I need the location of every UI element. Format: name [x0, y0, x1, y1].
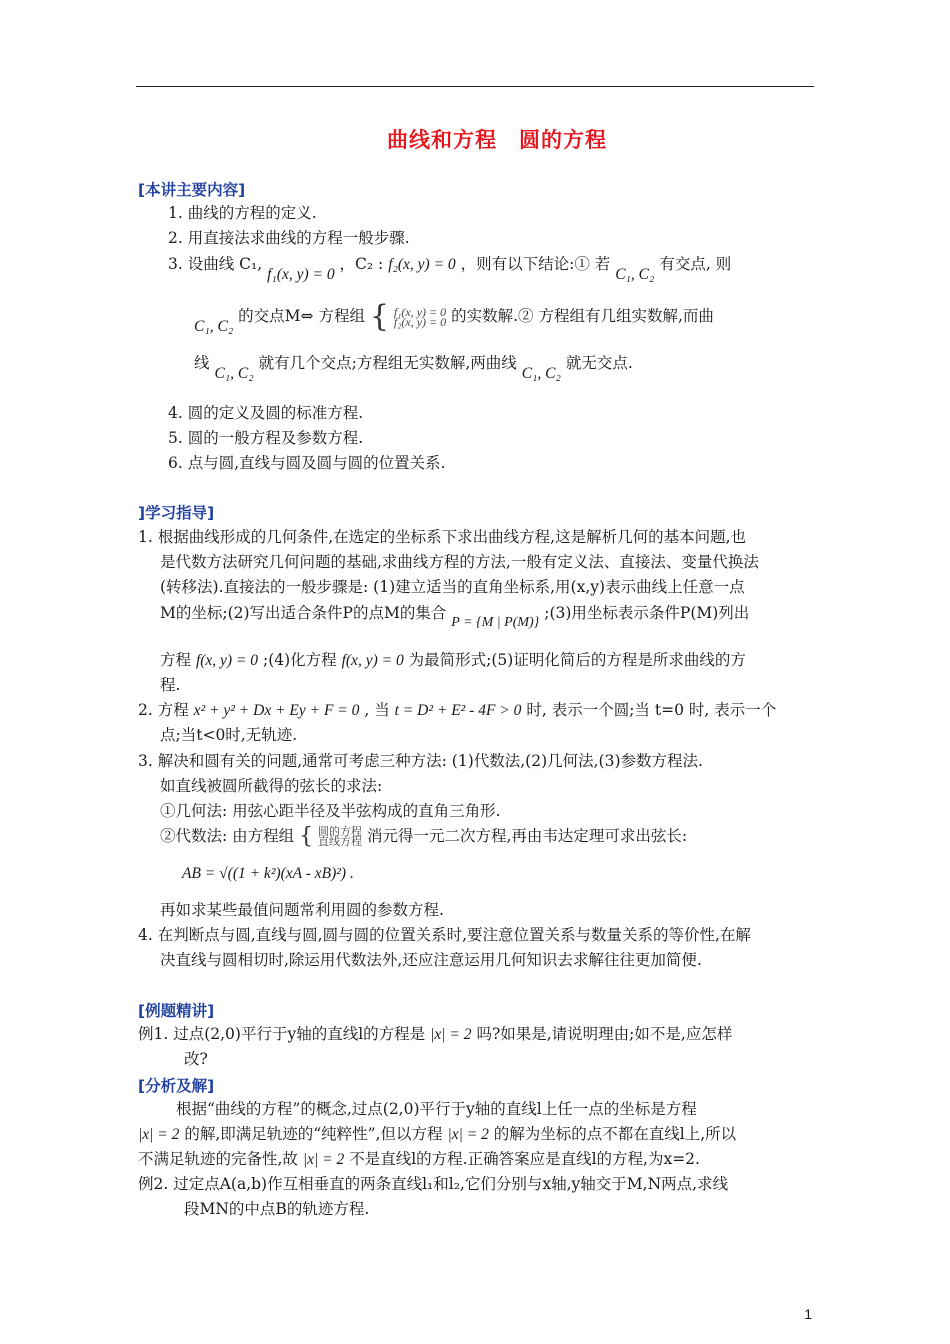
main-item-6: 6. 点与圆,直线与圆及圆与圆的位置关系. [168, 454, 446, 472]
analysis-line-2 [138, 1124, 736, 1145]
item3-system [394, 307, 446, 327]
header-rule [136, 86, 814, 87]
guide-1-text-e: 为最简形式;(5)证明化简后的方程是所求曲线的方 [408, 651, 746, 669]
analysis-abs-a: |x| = 2 [138, 1126, 180, 1143]
guide-3-chord-formula: AB = √((1 + k²)(xA - xB)²) . [182, 865, 354, 882]
guide-2-line-2: 点;当t<0时,无轨迹. [160, 726, 298, 744]
example-1-text-a: 例1. 过点(2,0)平行于y轴的直线l的方程是 [138, 1025, 426, 1043]
main-item-5: 5. 圆的一般方程及参数方程. [168, 429, 364, 447]
item3-text-g: 线 [194, 354, 210, 372]
guide-3-text-b: 消元得一元二次方程,再由韦达定理可求出弦长: [366, 827, 688, 845]
item3-sys-eq2: f₂(x, y) = 0 [393, 315, 447, 329]
item3-text-a: 设曲线 C₁, [187, 255, 268, 273]
guide-2-text-a: 2. 方程 [138, 701, 194, 719]
item3-f1: f₁(x, y) = 0 [267, 266, 335, 283]
guide-3-line-1: 3. 解决和圆有关的问题,通常可考虑三种方法: (1)代数法,(2)几何法,(3)参数方程法. [138, 752, 703, 770]
section-study-guide: ]学习指导] [138, 504, 215, 522]
main-item-3-line-1 [168, 254, 732, 283]
main-item-3-line-2 [194, 299, 714, 335]
guide-2-text-b: , 当 [364, 701, 395, 719]
section-main-content: [本讲主要内容] [138, 181, 246, 199]
main-item-2: 2. 用直接法求曲线的方程一般步骤. [168, 229, 410, 247]
analysis-line-3 [138, 1149, 700, 1170]
item3-c12-a: C₁, C₂ [615, 266, 655, 283]
section-analysis: [分析及解] [138, 1077, 215, 1095]
item3-text-c: ，则有以下结论:① 若 [460, 255, 616, 273]
analysis-text-d: 不是直线l的方程.正确答案应是直线l的方程,为x=2. [349, 1150, 700, 1168]
analysis-line-1: 根据“曲线的方程”的概念,过点(2,0)平行于y轴的直线l上任一点的坐标是方程 [176, 1100, 697, 1118]
guide-1-text-b: ;(3)用坐标表示条件P(M)列出 [544, 604, 750, 622]
guide-3-line-2: 如直线被圆所截得的弦长的求法: [160, 777, 383, 795]
example-2-line-1: 例2. 过定点A(a,b)作互相垂直的两条直线l₁和l₂,它们分别与x轴,y轴交于M,N两点,求线 [138, 1175, 729, 1193]
guide-4-line-2: 决直线与圆相切时,除运用代数法外,还应注意运用几何知识去求解往往更加简便. [160, 951, 702, 969]
item3-text-i: 就无交点. [565, 354, 633, 372]
main-item-1: 1. 曲线的方程的定义. [168, 204, 317, 222]
guide-2-equation: x² + y² + Dx + Ey + F = 0 [193, 702, 360, 719]
analysis-text-a: 的解,即满足轨迹的“纯粹性”,但以方程 [184, 1125, 443, 1143]
item3-sys-eq1: f₁(x, y) = 0 [393, 305, 447, 319]
example-1-line-1 [138, 1024, 732, 1045]
system-brace-icon: { [369, 299, 389, 334]
page-title: 曲线和方程 圆的方程 [387, 128, 607, 152]
analysis-text-b: 的解为坐标的点不都在直线l上,所以 [493, 1125, 737, 1143]
item3-text-e: 的交点M⇔ 方程组 [238, 307, 370, 325]
guide-2-text-c: 时, 表示一个圆;当 t=0 时, 表示一个 [526, 701, 777, 719]
section-examples: [例题精讲] [138, 1002, 215, 1020]
item3-f2: f₂(x, y) = 0 [388, 256, 456, 273]
item3-c12-d: C₁, C₂ [521, 365, 561, 382]
example-1-text-b: 吗?如果是,请说明理由;如不是,应怎样 [476, 1025, 733, 1043]
guide-3-line-6: 再如求某些最值问题常利用圆的参数方程. [160, 901, 444, 919]
analysis-text-c: 不满足轨迹的完备性,故 [138, 1150, 298, 1168]
guide-4-line-1: 4. 在判断点与圆,直线与圆,圆与圆的位置关系时,要注意位置关系与数量关系的等价性,在解 [138, 926, 751, 944]
item3-c12-b: C₁, C₂ [194, 318, 234, 335]
guide-3-text-a: ②代数法: 由方程组 [160, 827, 295, 845]
guide-1-line-3: (转移法).直接法的一般步骤是: (1)建立适当的直角坐标系,用(x,y)表示曲线上任意一点 [160, 578, 745, 596]
analysis-abs-c: |x| = 2 [302, 1151, 345, 1168]
guide-1-set: P = {M | P(M)} [451, 615, 540, 630]
item3-text-h: 就有几个交点;方程组无实数解,两曲线 [258, 354, 517, 372]
item3-text-d: 有交点, 则 [659, 255, 732, 273]
guide-1-text-a: M的坐标;(2)写出适合条件P的点M的集合 [160, 604, 452, 622]
guide-1-line-6: 程. [160, 676, 181, 694]
guide-3-line-3: ①几何法: 用弦心距半径及半弦构成的直角三角形. [160, 802, 501, 820]
guide-3-line-4 [160, 826, 687, 847]
item3-c12-c: C₁, C₂ [214, 365, 254, 382]
main-item-3-line-3 [194, 353, 633, 382]
example-1-abs: |x| = 2 [430, 1026, 472, 1043]
analysis-abs-b: |x| = 2 [447, 1126, 489, 1143]
guide-1-f-a: f(x, y) = 0 [195, 652, 259, 669]
guide-3-system [318, 827, 362, 847]
item3-num: 3. [168, 255, 183, 273]
guide-1-text-c: 方程 [160, 651, 196, 669]
guide-1-text-d: ;(4)化方程 [262, 651, 342, 669]
page-number: 1 [804, 1306, 812, 1322]
system-brace-icon-2: { [299, 824, 314, 849]
guide-3-sys-2: 直线方程 [318, 836, 363, 848]
guide-1-line-2: 是代数方法研究几何问题的基础,求曲线方程的方法,一般有定义法、直接法、变量代换法 [160, 553, 759, 571]
guide-1-line-4 [160, 603, 750, 630]
item3-text-f: 的实数解.② 方程组有几组实数解,而曲 [451, 307, 714, 325]
example-2-line-2: 段MN的中点B的轨迹方程. [184, 1200, 370, 1218]
guide-3-sys-1: 圆的方程 [318, 826, 363, 838]
guide-1-f-b: f(x, y) = 0 [341, 652, 404, 669]
example-1-line-2: 改? [184, 1050, 208, 1068]
main-item-4: 4. 圆的定义及圆的标准方程. [168, 404, 364, 422]
guide-2-line-1 [138, 700, 776, 721]
guide-2-t: t = D² + E² - 4F > 0 [394, 702, 522, 719]
guide-1-line-5 [160, 650, 746, 671]
item3-text-b: ，C₂ : [339, 255, 389, 273]
guide-1-line-1: 1. 根据曲线形成的几何条件,在选定的坐标系下求出曲线方程,这是解析几何的基本问题,也 [138, 528, 746, 546]
